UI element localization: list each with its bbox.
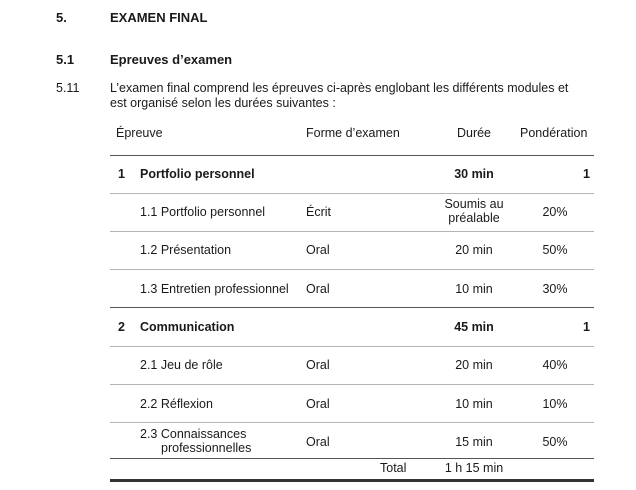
row-name: 1.1 Portfolio personnel xyxy=(140,205,266,219)
paragraph-line-1: L’examen final comprend les épreuves ci-après englobant les différents modules et xyxy=(110,81,569,95)
row-duree: 15 min xyxy=(455,435,493,449)
total-label: Total xyxy=(380,461,407,475)
row-name: 2.2 Réflexion xyxy=(140,397,213,411)
row-divider xyxy=(110,384,594,385)
row-forme: Oral xyxy=(306,282,330,296)
row-ponderation: 50% xyxy=(542,243,568,257)
header-duree: Durée xyxy=(456,126,492,140)
header-ponderation: Pondération xyxy=(520,126,588,140)
row-divider xyxy=(110,346,594,347)
row-forme: Oral xyxy=(306,435,330,449)
row-name: 1.2 Présentation xyxy=(140,243,232,257)
subsection-title: Epreuves d’examen xyxy=(110,52,233,67)
group-title: Portfolio personnel xyxy=(140,167,255,181)
section-title: EXAMEN FINAL xyxy=(110,10,208,25)
row-divider xyxy=(110,231,594,232)
paragraph-line-2: est organisé selon les durées suivantes : xyxy=(110,96,336,110)
group-number: 2 xyxy=(118,320,125,334)
group-number: 1 xyxy=(118,167,125,181)
paragraph-number: 5.11 xyxy=(56,81,80,95)
row-ponderation: 20% xyxy=(542,205,568,219)
group-ponderation: 1 xyxy=(583,167,590,181)
row-forme: Oral xyxy=(306,358,330,372)
group-duree: 45 min xyxy=(454,320,494,334)
row-divider xyxy=(110,193,594,194)
table-bottom-rule xyxy=(110,458,594,459)
row-name: 2.1 Jeu de rôle xyxy=(140,358,223,372)
group-title: Communication xyxy=(140,320,235,334)
section-number: 5. xyxy=(56,10,67,25)
header-epreuve: Épreuve xyxy=(116,126,163,140)
row-ponderation: 30% xyxy=(542,282,568,296)
row-duree-line-2: préalable xyxy=(448,211,500,225)
row-ponderation: 10% xyxy=(542,397,568,411)
row-forme: Écrit xyxy=(306,205,331,219)
table-header-rule xyxy=(110,155,594,156)
row-duree: 10 min xyxy=(455,282,493,296)
row-ponderation: 40% xyxy=(542,358,568,372)
group-duree: 30 min xyxy=(454,167,494,181)
row-duree: Soumis au xyxy=(444,197,504,211)
table-closing-rule xyxy=(110,479,594,482)
row-forme: Oral xyxy=(306,397,330,411)
group-ponderation: 1 xyxy=(583,320,590,334)
row-divider xyxy=(110,269,594,270)
row-duree: 10 min xyxy=(455,397,493,411)
group-rule xyxy=(110,307,594,308)
row-duree: 20 min xyxy=(455,358,493,372)
row-name-line-2: professionnelles xyxy=(161,441,252,455)
row-divider xyxy=(110,422,594,423)
total-value: 1 h 15 min xyxy=(444,461,504,475)
subsection-number: 5.1 xyxy=(56,52,75,67)
row-duree: 20 min xyxy=(455,243,493,257)
row-forme: Oral xyxy=(306,243,330,257)
row-name: 1.3 Entretien professionnel xyxy=(140,282,289,296)
header-forme: Forme d’examen xyxy=(306,126,400,140)
row-name: 2.3 Connaissances xyxy=(140,427,247,441)
row-ponderation: 50% xyxy=(542,435,568,449)
